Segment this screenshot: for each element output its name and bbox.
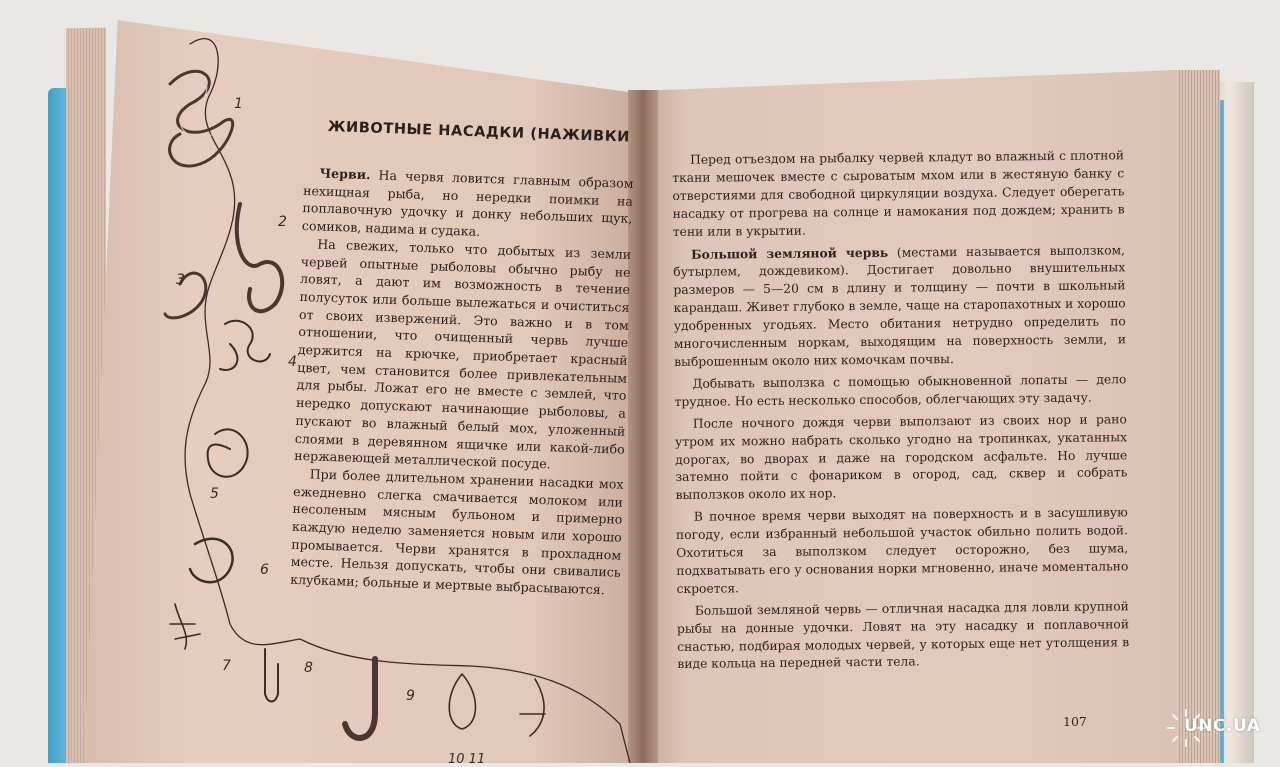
figure-number: 6 — [260, 562, 269, 578]
paragraph-bold-title: Большой земляной червь — [690, 244, 889, 262]
paragraph: Добывать выползка с помощью обыкновенной лопаты — дело трудное. Но есть несколько способов, облегчающих эту задачу. — [674, 372, 1127, 409]
watermark-text: UNC.UA — [1184, 716, 1261, 736]
figure-number: 3 — [176, 272, 185, 288]
paragraph-text: (местами называется выползком, бутырлем, дождевиком). Достигает довольно внушительных размеров — 5—20 см в длину и толщину — почти в школьный карандаш. Живет глубоко в земле, чаще на старопахотных и хорошо удобренных угодьях. Место обитания нетрудно определить по многочисленным норкам, выходящим на поверхность земли, и выброшенным около них комочкам почвы. — [673, 242, 1127, 369]
paragraph: После ночного дождя черви выползают из своих нор и рано утром их можно набрать сколько угодно на тропинках, укатанных дорогах, во дворах и даже на городском асфальте. Но лучше затемно пойти с фонариком в огород, сад, сквер и собрать выползков около их нор. — [674, 411, 1128, 503]
paragraph: Большой земляной червь — отличная насадка для ловли крупной рыбы на донные удочки. Ловят на эту насадку и поплавочной снастью, подбирая молодых червей, у которых еще нет утолщения в виде кольца на передней части тела. — [676, 598, 1130, 672]
figure-number: 1 — [234, 96, 243, 112]
page-number: 107 — [1063, 714, 1087, 729]
paragraph: На свежих, только что добытых из земли червей опытные рыболовы обычно рыбу не ловят, а дают им возможность в течение полусуток или больше вылежаться и очиститься от своих извержений. Это важно и в том отношении, что очищенный червь лучше держится на крючке, приобретает красный цвет, чем становится более привлекательным для рыбы. Ложат его не вместе с землей, что нередко допускают начинающие рыболовы, а пускают во влажный белый мох, уложенный слоями в деревянном ящичке или какой-либо нержавеющей металлической посуде. — [294, 236, 632, 472]
figure-number: 9 — [406, 688, 415, 704]
paragraph-lead-title: Черви. — [319, 165, 371, 183]
figure-number: 8 — [304, 660, 313, 676]
paragraph — [673, 241, 1126, 372]
paragraph: При более длительном хранении насадки мох ежедневно слегка смачивается молоком или несоленым мясным бульоном и примерно каждую неделю заменяется новым или хорошо промывается. Черви хранятся в прохладном месте. Нельзя допускать, чтобы они свивались клубками; больные и мертвые выбрасываются. — [289, 466, 624, 598]
paragraph: Перед отъездом на рыбалку червей кладут во влажный с плотной ткани мешочек вместе с сыроватым мхом или в жестяную банку с отверстиями для свободной циркуляции воздуха. Следует оберегать насадку от прогрева на солнце и намокания под дождем; хранить в тени или в укрытии. — [672, 148, 1125, 239]
paragraph: В почное время черви выходят на поверхность и в засушливую погоду, если избранный небольшой участок обильно полить водой. Охотиться за выползком следует осторожно, без шума, подхватывать его у основания норки мгновенно, иначе моментально скроется. — [675, 505, 1129, 596]
paragraph-text: На червя ловится главным образом нехищная рыба, но нередки поимки на поплавочную удочку и донку небольших щук, сомиков, надима и судака. — [301, 167, 634, 239]
figure-number: 4 — [288, 354, 297, 370]
figure-number: 5 — [210, 486, 219, 502]
section-heading: ЖИВОТНЫЕ НАСАДКИ (НАЖИВКИ — [327, 119, 631, 146]
figure-number-bottom: 10 11 — [448, 752, 486, 767]
left-page-text — [290, 164, 634, 600]
figure-number: 7 — [222, 658, 231, 674]
figure-number: 2 — [278, 214, 287, 230]
paragraph — [302, 164, 634, 246]
right-page-text — [672, 147, 1129, 674]
